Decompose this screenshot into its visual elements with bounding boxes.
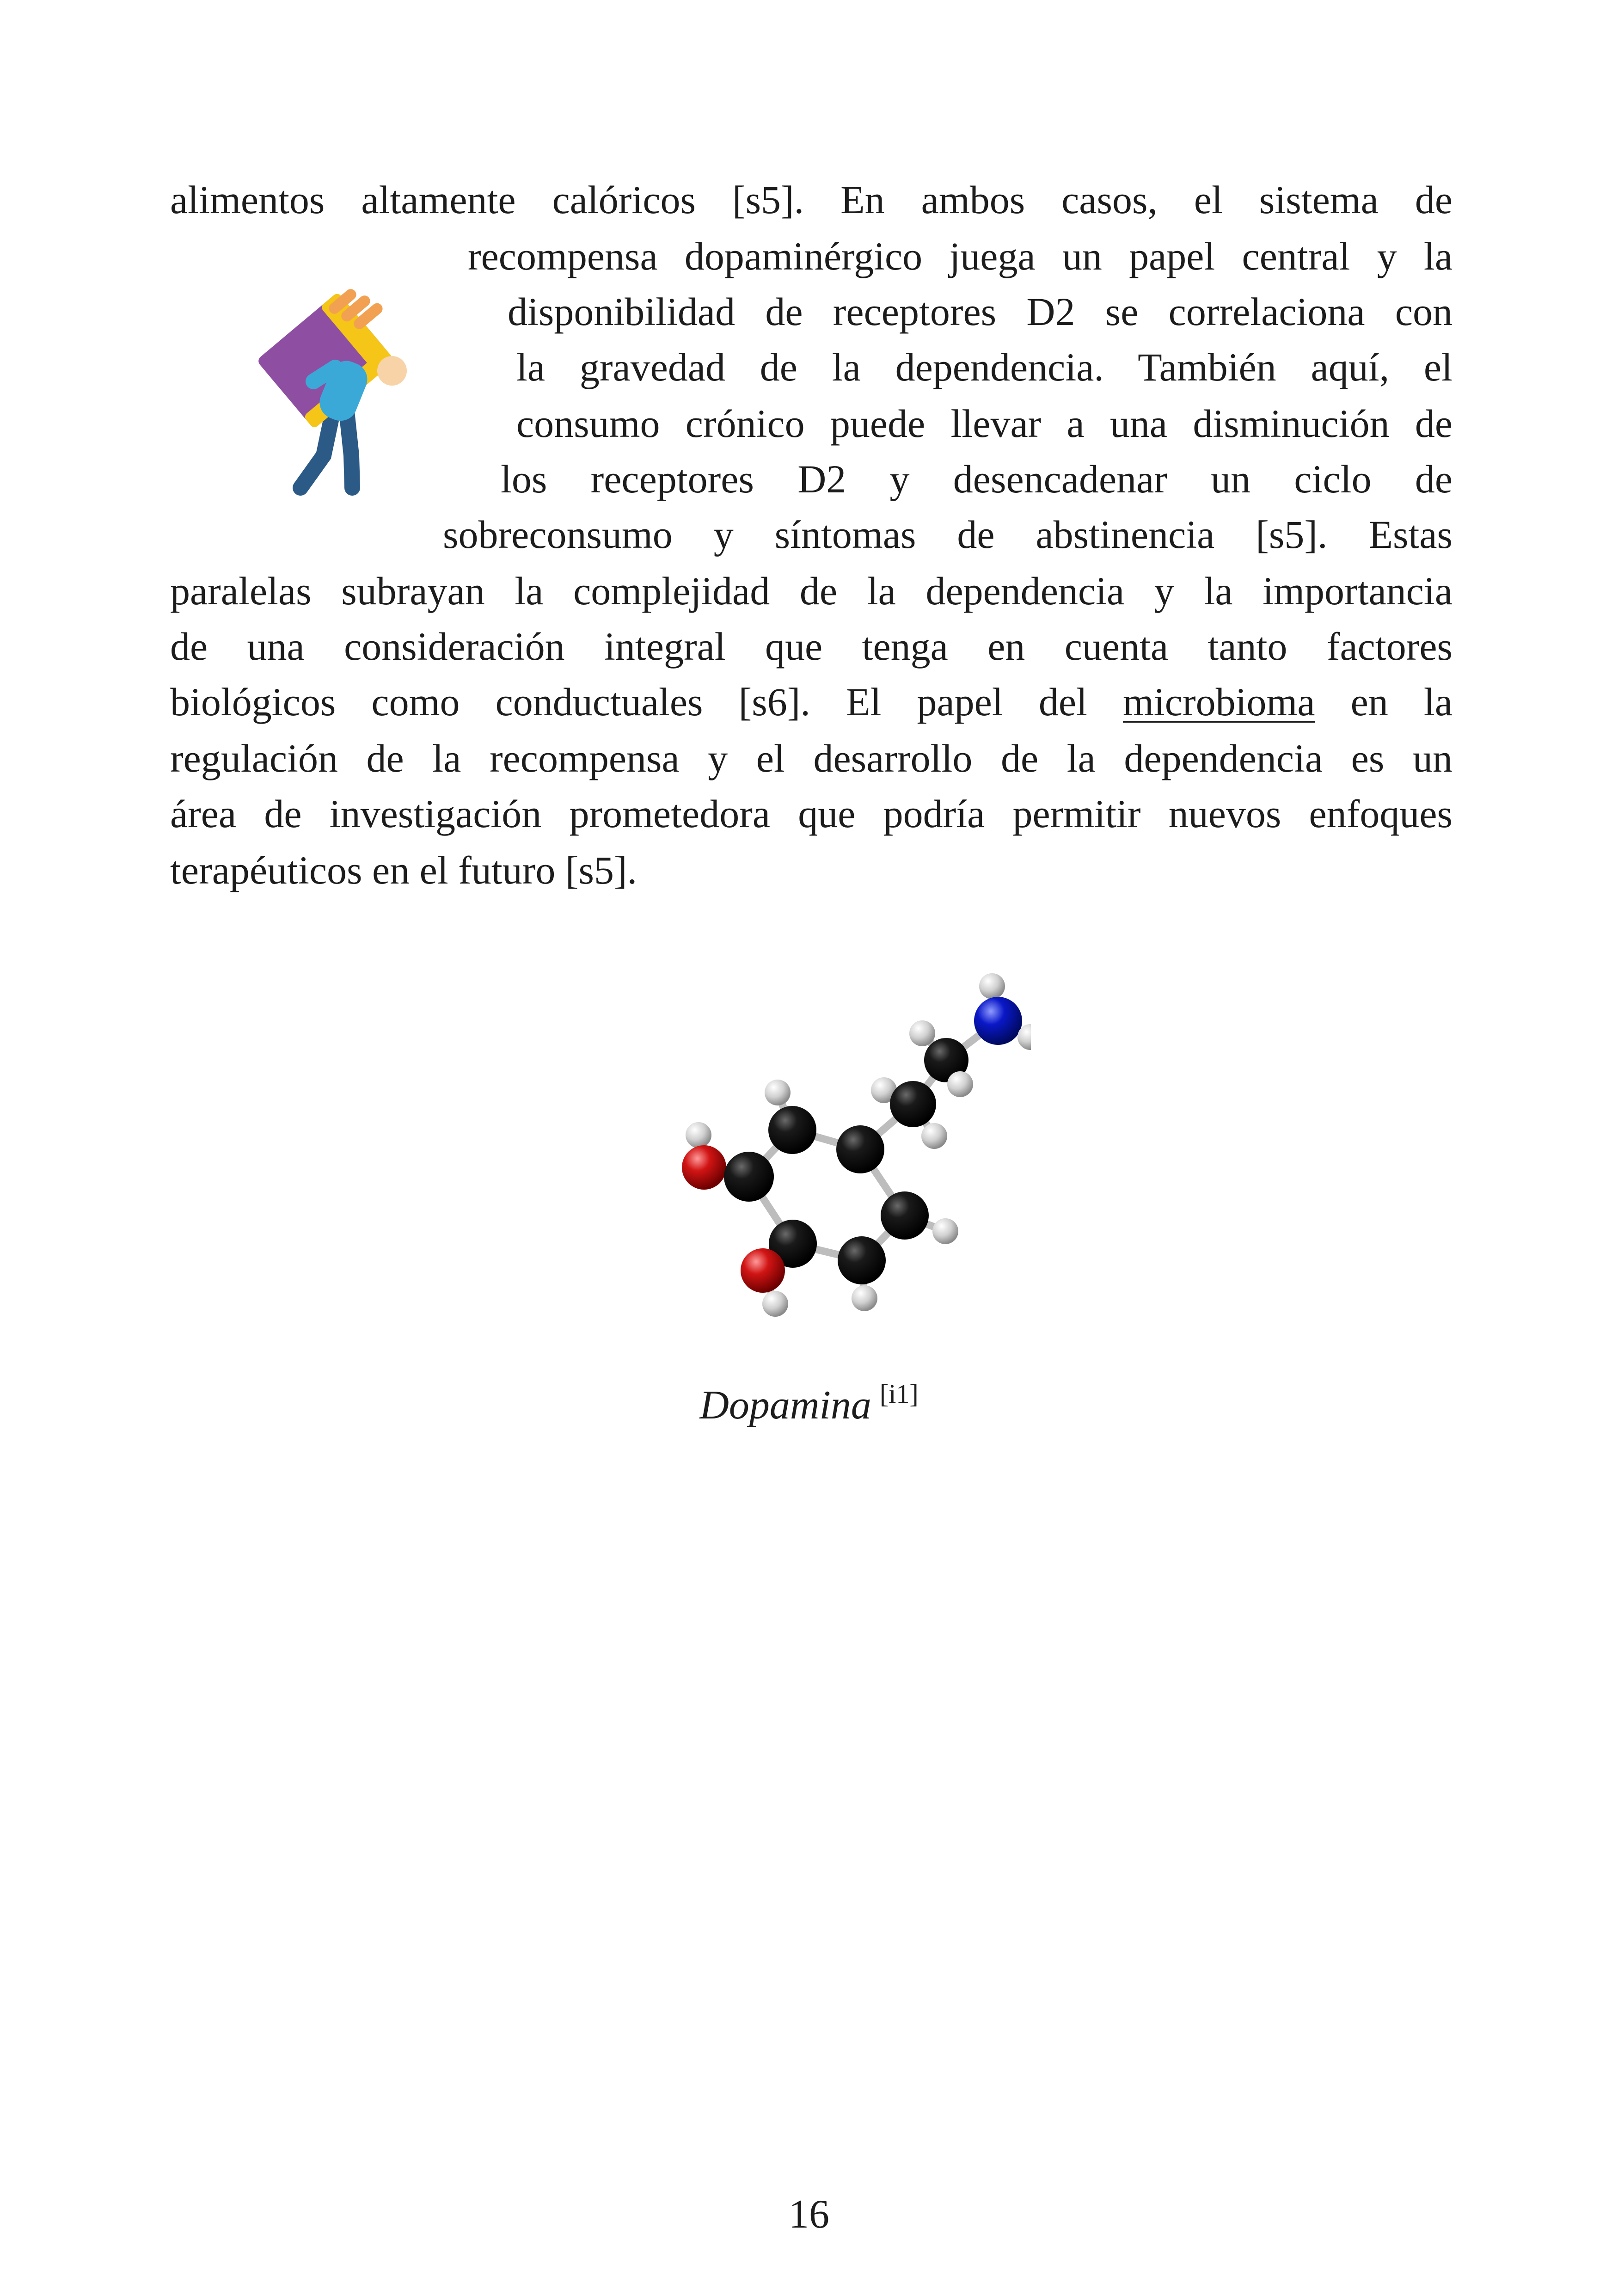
nitrogen-atom [974,997,1022,1045]
body-line-12: área de investigación prometedora que podría permitir nuevos enfoques [170,792,1453,836]
person-carrying-box-icon [236,273,421,504]
carbon-atom [890,1081,936,1127]
body-line-2: recompensa dopaminérgico juega un papel central y la [468,234,1453,278]
body-line-1: alimentos altamente calóricos [s5]. En ambos casos, el sistema de [170,178,1453,222]
hydrogen-atom [852,1285,877,1311]
head [377,356,407,386]
hydrogen-atom [921,1123,947,1149]
carbon-atom [881,1191,929,1240]
oxygen-atom [741,1248,785,1293]
figure-caption-text: Dopamina [699,1383,871,1428]
body-line-9: de una consideración integral que tenga en cuenta tanto factores [170,624,1453,669]
atoms [682,973,1031,1317]
figure-reference[interactable]: [i1] [879,1379,919,1409]
figure-caption [601,1380,1017,1435]
legs [300,411,352,488]
body-line-6: los receptores D2 y desencadenar un ciclo de [501,457,1453,501]
hydrogen-atom [932,1218,958,1244]
hydrogen-atom [762,1291,788,1317]
body-line-3: disponibilidad de receptores D2 se correlaciona con [508,289,1453,334]
carbon-atom [768,1106,816,1154]
hydrogen-atom [979,973,1005,999]
hydrogen-atom [947,1071,973,1097]
oxygen-atom [682,1145,726,1190]
body-line-4: la gravedad de la dependencia. También aquí, el [516,345,1453,389]
body-line-8: paralelas subrayan la complejidad de la dependencia y la importancia [170,569,1453,613]
body-line-5: consumo crónico puede llevar a una disminución de [516,401,1453,446]
page-number: 16 [789,2192,829,2237]
carbon-atom [724,1152,774,1202]
carbon-atom [836,1125,884,1173]
hydrogen-atom [686,1122,711,1148]
hydrogen-atom [765,1080,791,1105]
body-line-11: regulación de la recompensa y el desarrollo de la dependencia es un [170,736,1453,780]
body-line-13: terapéuticos en el futuro [s5]. [170,848,637,892]
body-line-10: biológicos como conductuales [s6]. El papel del microbioma en la [170,680,1453,724]
dopamine-molecule-model [596,952,1031,1341]
body-line-7: sobreconsumo y síntomas de abstinencia [s5]. Estas [443,512,1453,557]
hydrogen-atom [909,1020,935,1046]
carbon-atom [838,1236,886,1284]
microbioma-link[interactable]: microbioma [1123,680,1315,724]
